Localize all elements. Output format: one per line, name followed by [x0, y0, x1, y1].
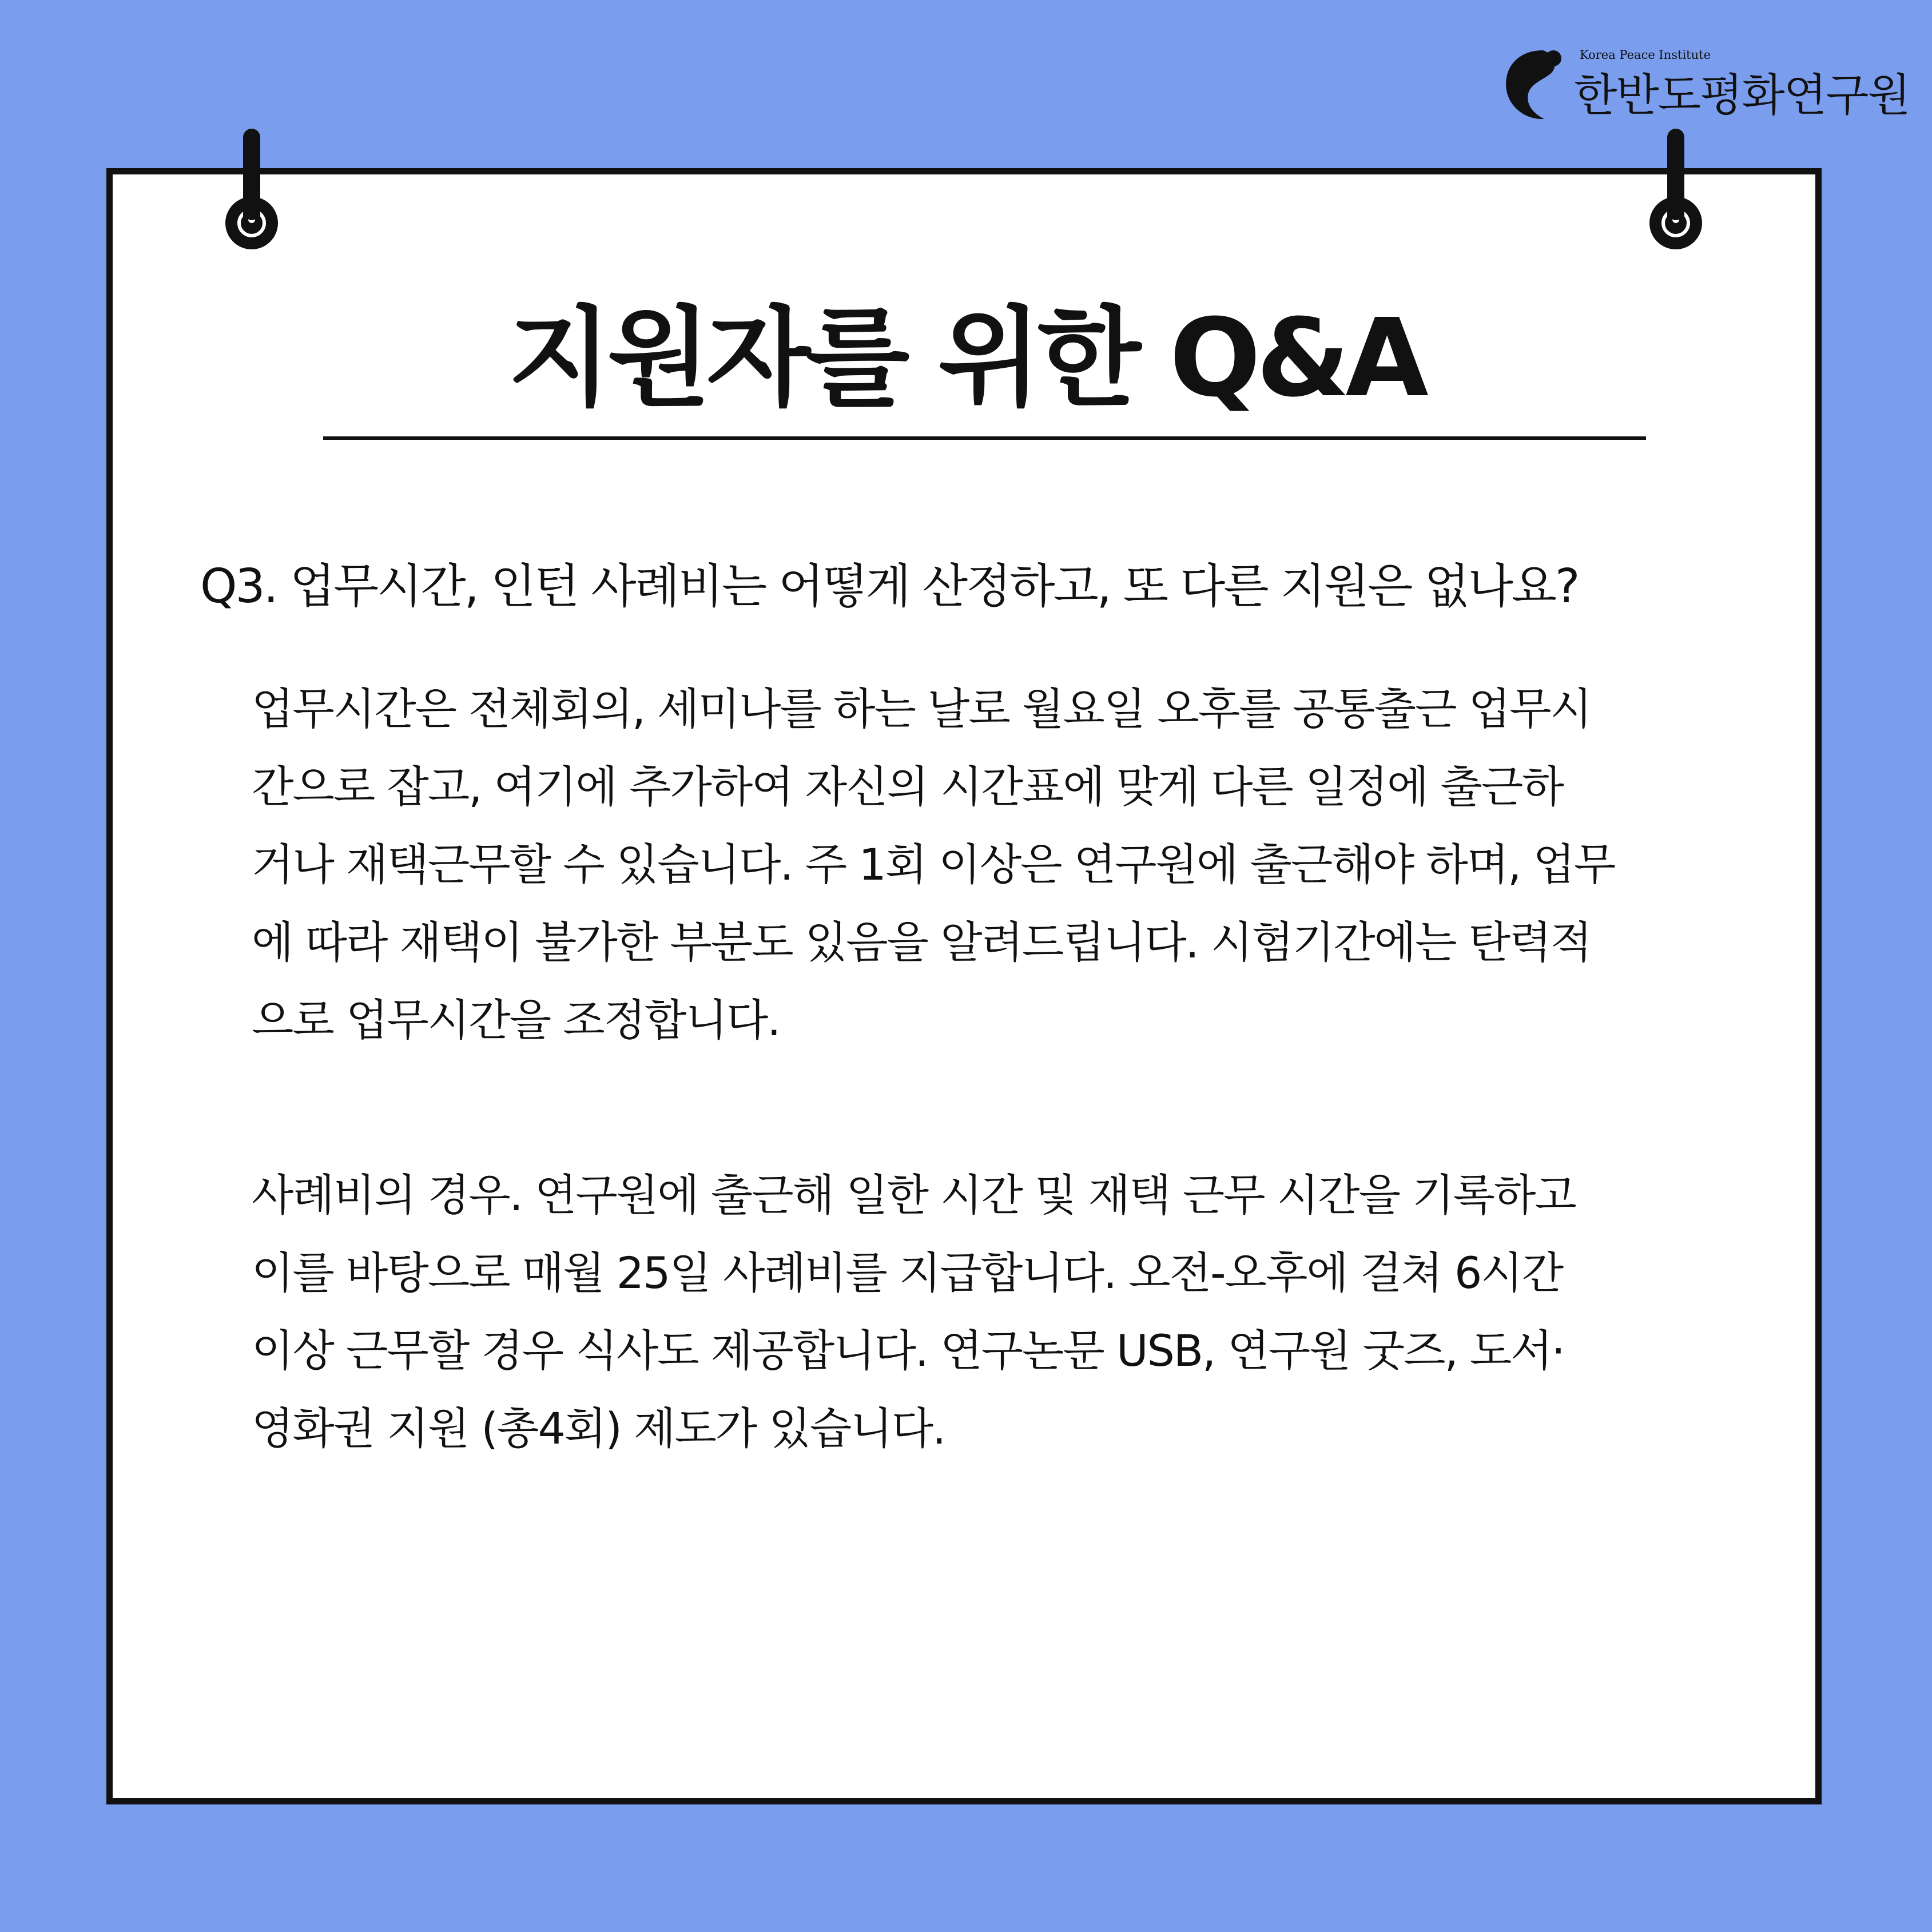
logo-english-text: Korea Peace Institute	[1580, 48, 1711, 62]
answer-line: 거나 재택근무할 수 있습니다. 주 1회 이상은 연구원에 출근해야 하며, 업무	[252, 839, 1615, 890]
answer-paragraph-1	[252, 670, 1693, 1059]
answer-line: 영화권 지원 (총4회) 제도가 있습니다.	[252, 1403, 945, 1454]
question-heading: Q3. 업무시간, 인턴 사례비는 어떻게 산정하고, 또 다른 지원은 없나요?	[200, 559, 1579, 614]
answer-line: 사례비의 경우. 연구원에 출근해 일한 시간 및 재택 근무 시간을 기록하고	[252, 1170, 1576, 1221]
title-divider	[323, 436, 1646, 440]
answer-line: 이를 바탕으로 매월 25일 사례비를 지급합니다. 오전-오후에 걸쳐 6시간	[252, 1247, 1563, 1298]
binder-ring-right-icon	[1647, 129, 1704, 255]
logo	[1498, 41, 1910, 127]
answer-line: 으로 업무시간을 조정합니다.	[252, 995, 780, 1045]
answer-paragraph-2	[252, 1156, 1693, 1468]
logo-korean-text: 한반도평화연구원	[1574, 70, 1910, 121]
answer-line: 간으로 잡고, 여기에 추가하여 자신의 시간표에 맞게 다른 일정에 출근하	[252, 761, 1563, 812]
answer-line: 이상 근무할 경우 식사도 제공합니다. 연구논문 USB, 연구원 굿즈, 도서·	[252, 1325, 1564, 1376]
page-title: 지원자를 위한 Q&A	[508, 296, 1424, 421]
answer-line: 에 따라 재택이 불가한 부분도 있음을 알려드립니다. 시험기간에는 탄력적	[252, 917, 1591, 968]
logo-swirl-icon	[1498, 45, 1579, 125]
binder-ring-left-icon	[223, 129, 280, 255]
answer-line: 업무시간은 전체회의, 세미나를 하는 날로 월요일 오후를 공통출근 업무시	[252, 683, 1591, 734]
